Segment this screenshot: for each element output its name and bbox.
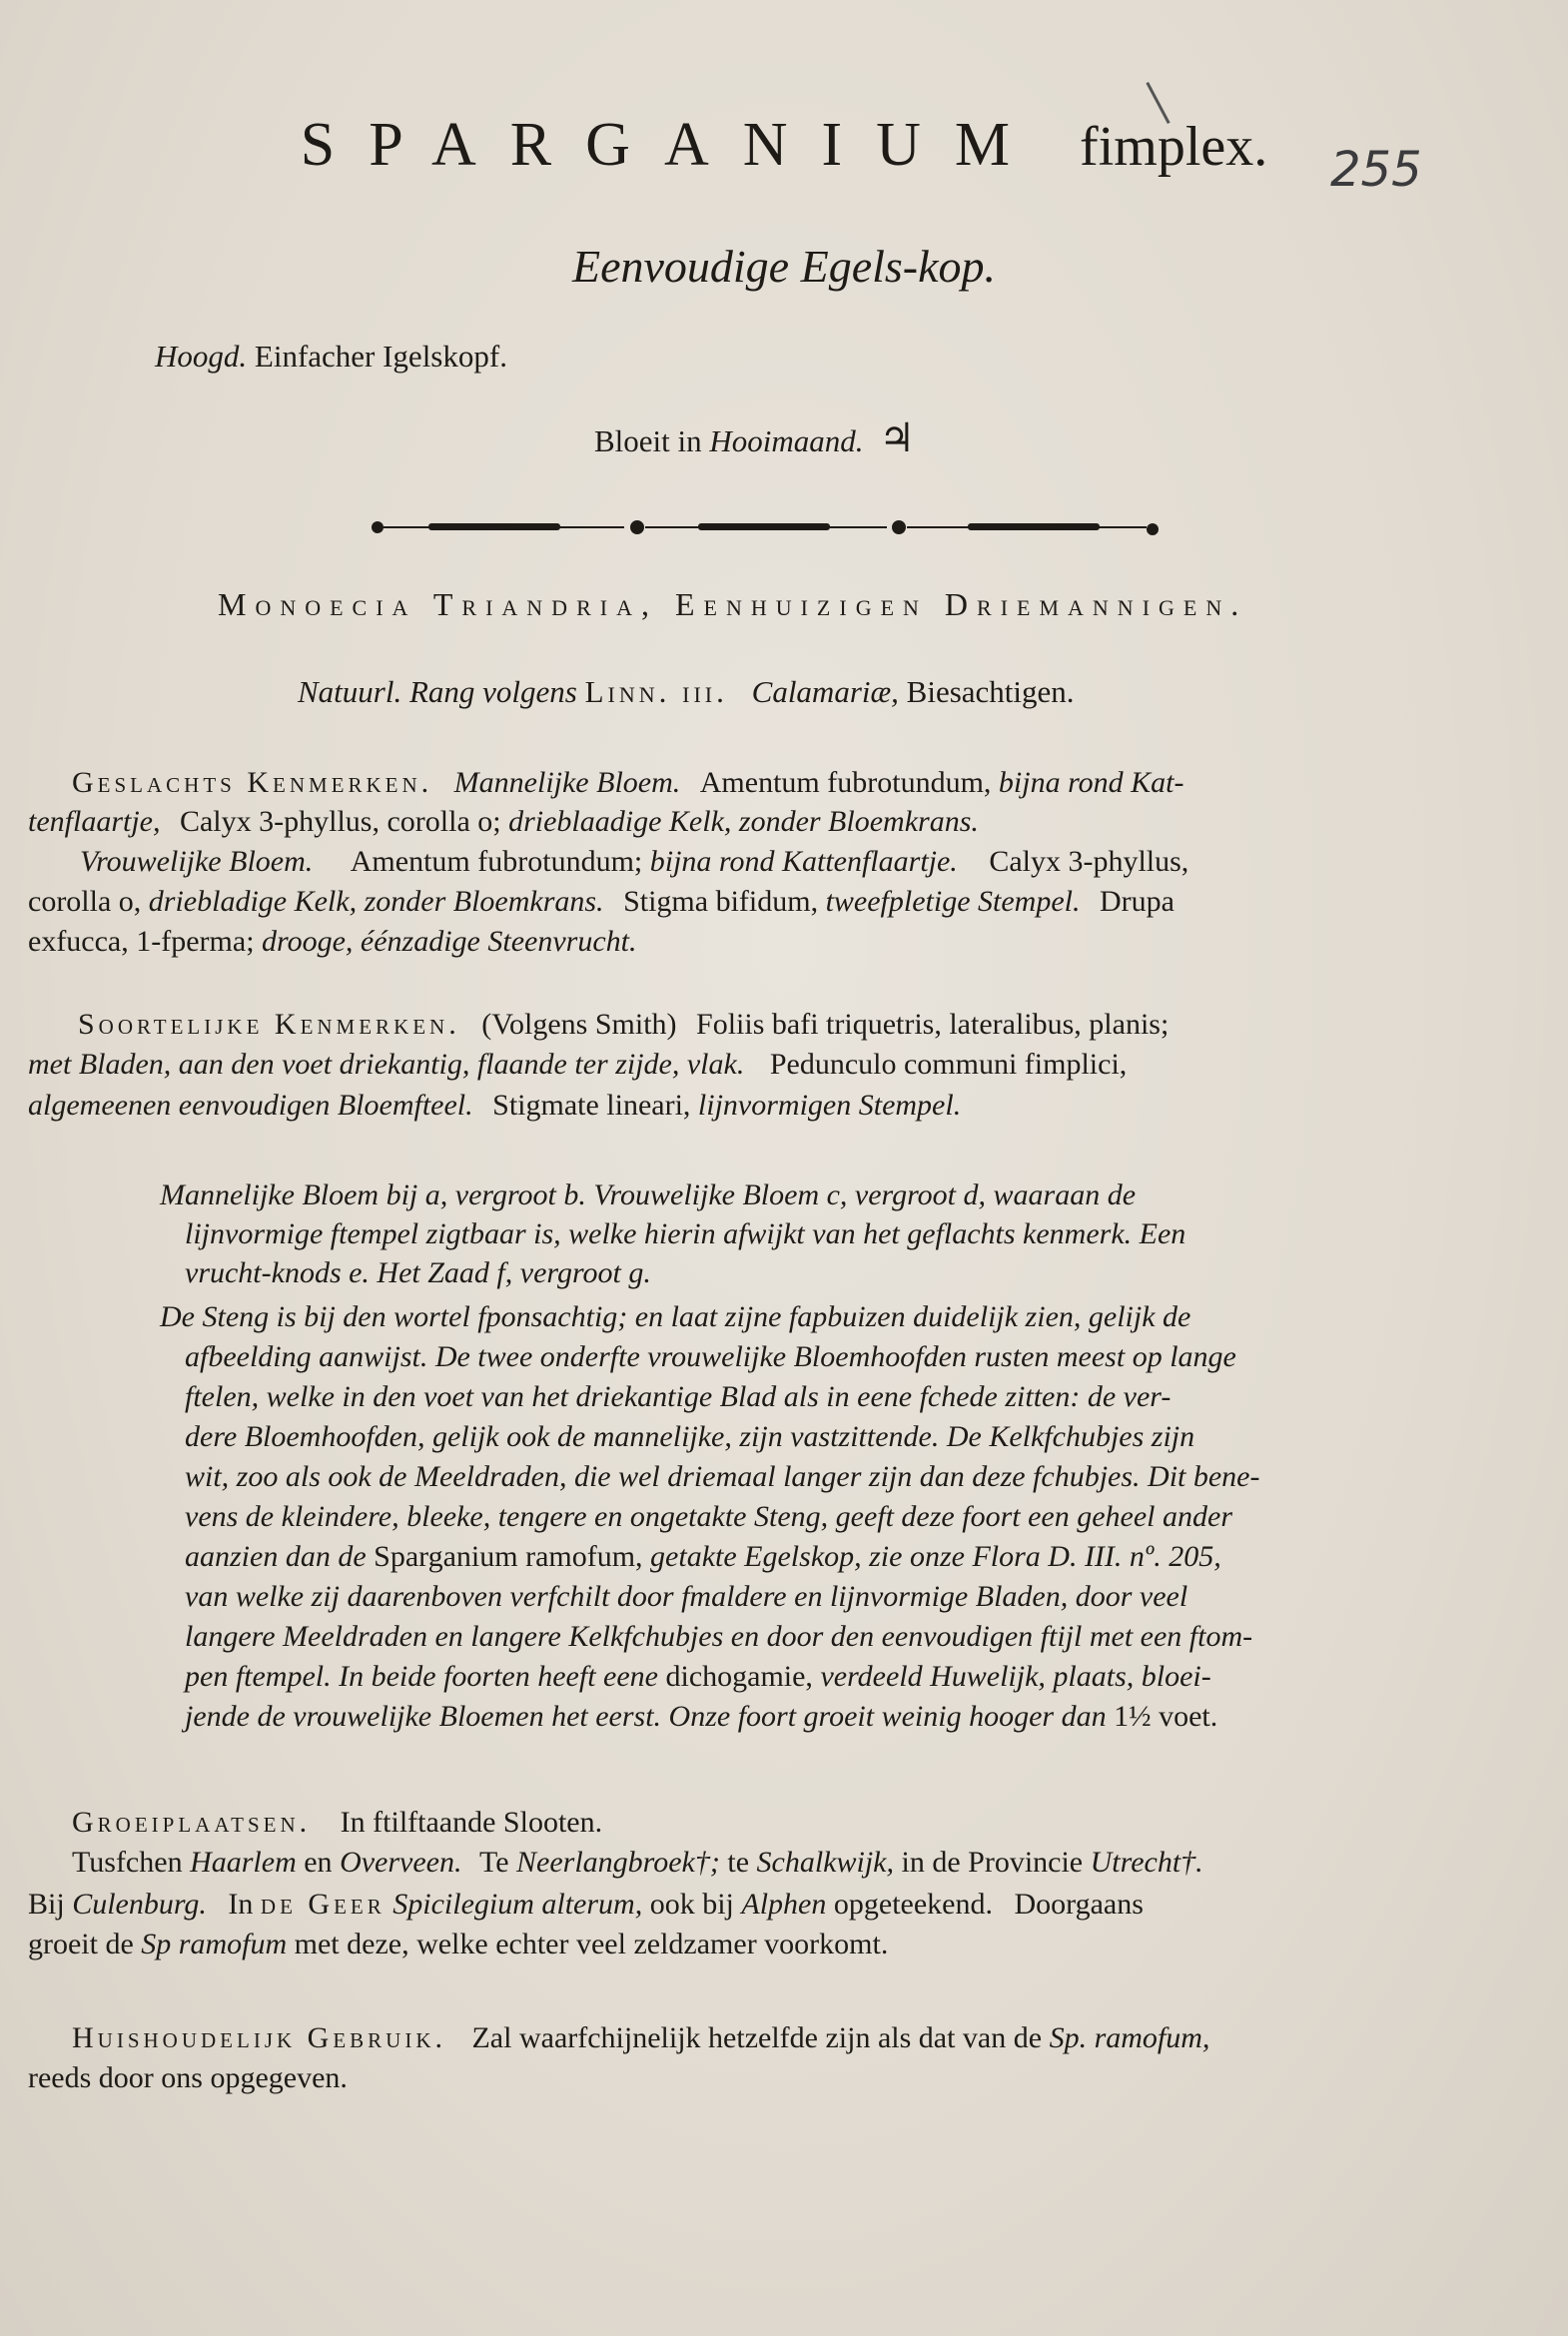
genus-chars-heading: Geslachts Kenmerken. [72, 766, 433, 799]
genus-chars-line-5 [28, 923, 636, 961]
text-span: Neerlangbroek†; [516, 1846, 720, 1879]
text-span: de Geer [260, 1888, 386, 1921]
text-span: en [304, 1846, 333, 1879]
natural-rank-label: Natuurl. Rang volgens [298, 674, 577, 709]
text-span: Haarlem [190, 1846, 297, 1879]
linn-reference: Linn. iii. [584, 674, 728, 709]
text-span: In ftilftaande Slooten. [340, 1806, 603, 1839]
natural-rank-line [298, 673, 1075, 711]
ornamental-divider [370, 517, 1159, 537]
species-chars-line-2 [28, 1046, 1127, 1084]
text-span: verdeeld Huwelijk, plaats, bloei- [820, 1660, 1211, 1693]
text-span: aanzien dan de [185, 1540, 367, 1573]
genus-chars-line-2 [28, 803, 979, 841]
bloom-prefix: Bloeit in [594, 423, 702, 458]
text-span: Amentum fubrotundum; [350, 845, 643, 878]
description-line: De Steng is bij den wortel fponsachtig; en laat zijne fapbuizen duidelijk zien, gelijk de [160, 1300, 1191, 1333]
genus-chars-line-4 [28, 883, 1175, 921]
text-span: Sparganium ramofum, [374, 1540, 643, 1573]
text-span: Schalkwijk, [756, 1846, 894, 1879]
description-line [185, 1538, 1221, 1576]
text-span: tweefpletige Stempel. [825, 885, 1081, 918]
bloom-line [594, 415, 916, 460]
habitat-line-3 [28, 1886, 1144, 1924]
text-span: tenflaartje, [28, 805, 161, 838]
text-span: corolla o, [28, 885, 142, 918]
page-number: 255 [1330, 142, 1422, 198]
text-span: bijna rond Kat- [998, 766, 1184, 799]
text-span: 1½ voet. [1114, 1700, 1218, 1733]
text-span: Utrecht†. [1090, 1846, 1203, 1879]
text-span: te [727, 1846, 750, 1879]
text-span: Vrouwelijke Bloem. [80, 845, 314, 878]
text-span: Stigmate lineari, [492, 1089, 691, 1122]
text-span: Sp. ramofum, [1049, 2021, 1210, 2054]
description-line: van welke zij daarenboven verfchilt door fmaldere en lijnvormige Bladen, door veel [185, 1580, 1188, 1613]
household-heading: Huishoudelijk Gebruik. [72, 2021, 446, 2054]
habitat-heading: Groeiplaatsen. [72, 1806, 312, 1839]
household-line-2: reeds door ons opgegeven. [28, 2061, 348, 2094]
text-span: Overveen. [340, 1846, 462, 1879]
description-line: dere Bloemhoofden, gelijk ook de mannelijke, zijn vastzittende. De Kelkfchubjes zijn [185, 1420, 1195, 1453]
text-span: ook bij [649, 1888, 734, 1921]
german-name: Einfacher Igelskopf. [254, 339, 507, 374]
habitat-line-4 [28, 1926, 888, 1963]
text-span: Amentum fubrotundum, [699, 766, 992, 799]
dutch-name: Eenvoudige Egels-kop. [571, 241, 997, 292]
text-span: Calyx 3-phyllus, [989, 845, 1189, 878]
text-span: getakte Egelskop, zie onze Flora D. III. nº. 205, [650, 1540, 1221, 1573]
species-chars-line-1 [78, 1006, 1169, 1044]
text-span: in de Provincie [901, 1846, 1084, 1879]
text-span: In [228, 1888, 254, 1921]
text-span: drieblaadige Kelk, zonder Bloemkrans. [508, 805, 979, 838]
text-span: met deze, welke echter veel zeldzamer voorkomt. [294, 1928, 889, 1960]
description-line: afbeelding aanwijst. De twee onderfte vrouwelijke Bloemhoofden rusten meest op lange [185, 1340, 1236, 1373]
text-span: driebladige Kelk, zonder Bloemkrans. [148, 885, 604, 918]
species-chars-line-3 [28, 1087, 961, 1125]
text-span: Drupa [1099, 885, 1175, 918]
species-chars-heading: Soortelijke Kenmerken. [78, 1008, 460, 1041]
genus-chars-line-3 [80, 843, 1188, 881]
text-span: Tusfchen [72, 1846, 183, 1879]
description-line: vrucht-knods e. Het Zaad f, vergroot g. [185, 1256, 651, 1289]
description-line: vens de kleindere, bleeke, tengere en ongetakte Steng, geeft deze foort een geheel ander [185, 1500, 1232, 1533]
genus-chars-line-1 [72, 764, 1183, 802]
habitat-line-1 [72, 1804, 602, 1842]
text-span: algemeenen eenvoudigen Bloemfteel. [28, 1089, 473, 1122]
german-label: Hoogd. [155, 339, 248, 374]
text-span: exfucca, 1-fperma; [28, 925, 255, 958]
text-span: opgeteekend. [833, 1888, 993, 1921]
description-line: lijnvormige ftempel zigtbaar is, welke hierin afwijkt van het geflachts kenmerk. Een [185, 1217, 1186, 1250]
biesachtigen: Biesachtigen. [906, 674, 1075, 709]
text-span: Sp ramofum [141, 1928, 288, 1960]
description-line [185, 1658, 1211, 1696]
text-span: Pedunculo communi fimplici, [769, 1048, 1128, 1081]
text-span: Calyx 3-phyllus, corolla o; [179, 805, 501, 838]
description-line: wit, zoo als ook de Meeldraden, die wel driemaal langer zijn dan deze fchubjes. Dit bene- [185, 1460, 1260, 1493]
text-span: jende de vrouwelijke Bloemen het eerst. Onze foort groeit weinig hooger dan [185, 1700, 1107, 1733]
species-title: fimplex. [1080, 116, 1268, 178]
description-line: ftelen, welke in den voet van het driekantige Blad als in eene fchede zitten: de ver- [185, 1380, 1172, 1413]
text-span: bijna rond Kattenflaartje. [649, 845, 958, 878]
text-span: met Bladen, aan den voet driekantig, flaande ter zijde, vlak. [28, 1048, 745, 1081]
german-name-line [155, 338, 507, 376]
text-span: pen ftempel. In beide foorten heeft eene [185, 1660, 658, 1693]
text-span: Bij [28, 1888, 65, 1921]
text-span: Spicilegium alterum, [392, 1888, 643, 1921]
text-span: Zal waarfchijnelijk hetzelfde zijn als dat van de [471, 2021, 1043, 2054]
description-line: Mannelijke Bloem bij a, vergroot b. Vrouwelijke Bloem c, vergroot d, waaraan de [160, 1178, 1137, 1211]
text-span: lijnvormigen Stempel. [697, 1089, 962, 1122]
description-line: langere Meeldraden en langere Kelkfchubjes en door den eenvoudigen ftijl met een ftom- [185, 1620, 1253, 1653]
habitat-line-2 [72, 1844, 1203, 1882]
description-line [185, 1698, 1217, 1736]
text-span: groeit de [28, 1928, 134, 1960]
text-span: Doorgaans [1014, 1888, 1144, 1921]
calamariae: Calamariæ, [751, 674, 899, 709]
text-span: Alphen [741, 1888, 827, 1921]
text-span: Mannelijke Bloem. [453, 766, 681, 799]
text-span: Te [478, 1846, 509, 1879]
perennial-symbol: ♃ [879, 415, 916, 460]
text-span: Culenburg. [72, 1888, 207, 1921]
text-span: drooge, éénzadige Steenvrucht. [262, 925, 637, 958]
text-span: Stigma bifidum, [623, 885, 819, 918]
genus-title: SPARGANIUM [300, 111, 1045, 179]
classification-system: Monoecia Triandria, Eenhuizigen Driemannigen. [218, 586, 1248, 622]
text-span: (Volgens Smith) [481, 1008, 677, 1041]
bloom-month: Hooimaand. [709, 423, 864, 458]
text-span: Foliis bafi triquetris, lateralibus, planis; [696, 1008, 1170, 1041]
text-span: dichogamie, [665, 1660, 813, 1693]
household-line-1 [72, 2019, 1209, 2057]
